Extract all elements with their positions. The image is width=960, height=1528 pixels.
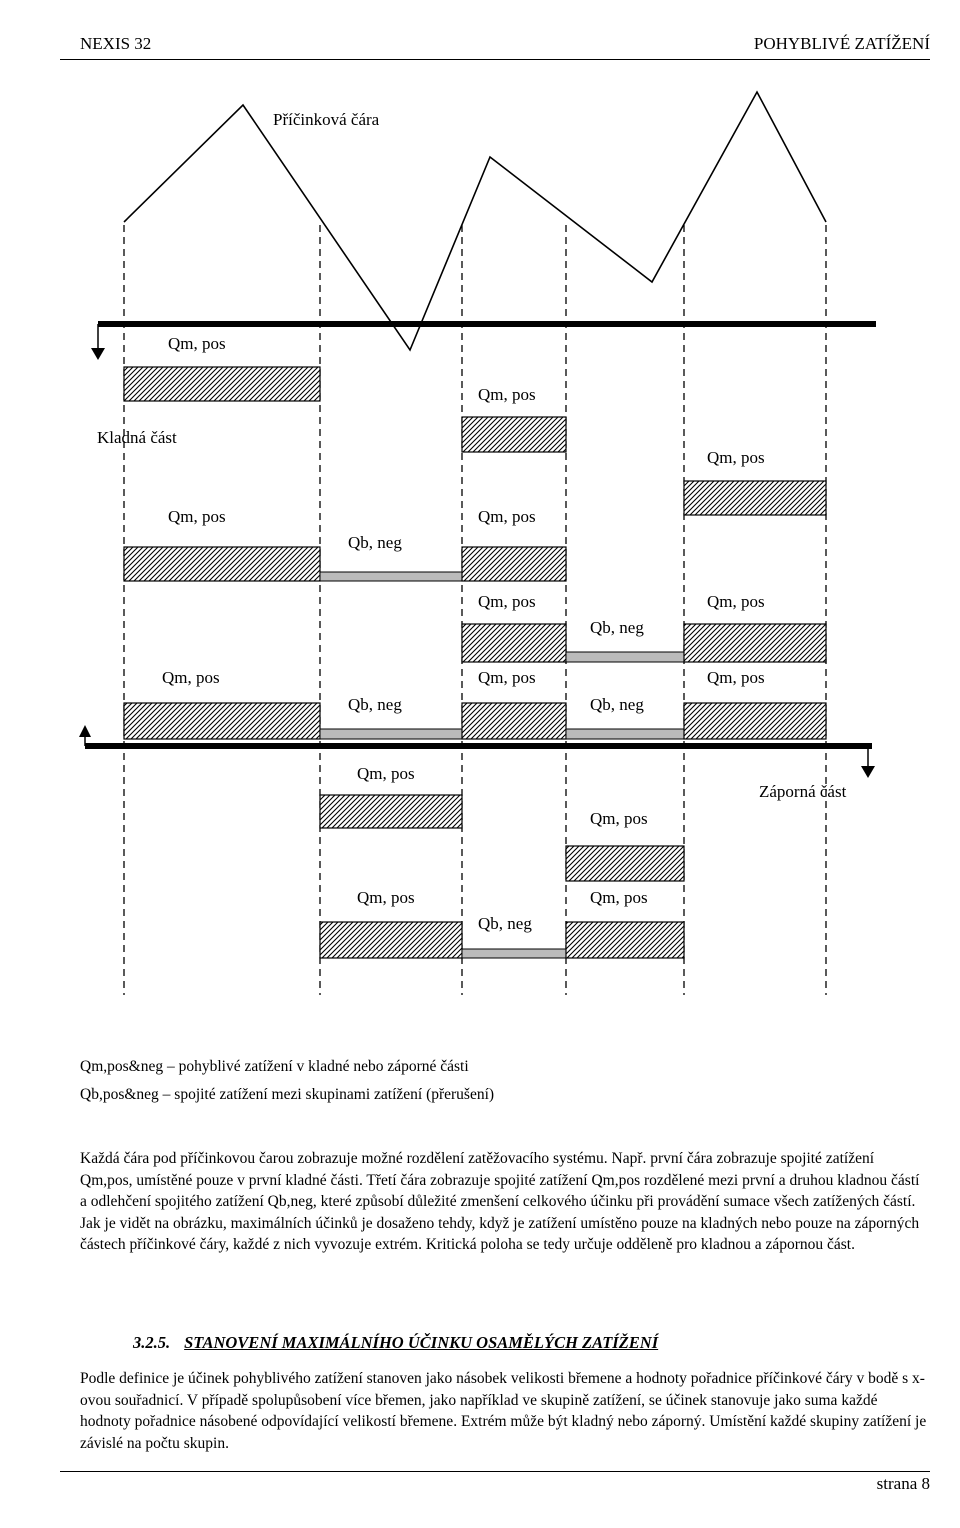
legend-line-1: Qm,pos&neg – pohyblivé zatížení v kladné nebo záporné části xyxy=(80,1058,469,1075)
load-block-qb xyxy=(462,949,566,958)
qb-label: Qb, neg xyxy=(590,618,644,637)
load-block-qm xyxy=(684,703,826,739)
section-heading xyxy=(133,1333,658,1353)
header-right: POHYBLIVÉ ZATÍŽENÍ xyxy=(753,34,930,53)
qm-label: Qm, pos xyxy=(478,668,536,687)
qm-label: Qm, pos xyxy=(357,888,415,907)
load-block-qm xyxy=(124,367,320,401)
qm-label: Qm, pos xyxy=(357,764,415,783)
qm-label: Qm, pos xyxy=(590,809,648,828)
load-block-qb xyxy=(566,729,684,739)
load-block-qm xyxy=(124,703,320,739)
legend-line-2: Qb,pos&neg – spojité zatížení mezi skupinami zatížení (přerušení) xyxy=(80,1086,495,1103)
qm-label: Qm, pos xyxy=(590,888,648,907)
body-paragraph-2: Podle definice je účinek pohyblivého zatížení stanoven jako násobek velikosti břemene a hodnoty pořadnice příčinkové čáry v bodě s x-ovou souřadnicí. V případě spolupůsobení více břemen, jako například ve skupině zatížení, se účinek stanovuje jako suma každé hodnoty pořadnice násobené odpovídající velikostí břemene. Extrém může být kladný nebo záporný. Umístění každé skupiny zatížení je závislé na počtu skupin. xyxy=(80,1370,927,1452)
qm-label: Qm, pos xyxy=(162,668,220,687)
qm-label: Qm, pos xyxy=(478,592,536,611)
load-block-qb xyxy=(566,652,684,662)
load-block-qm xyxy=(124,547,320,581)
load-block-qm xyxy=(462,624,566,662)
load-block-qm xyxy=(684,624,826,662)
qb-label: Qb, neg xyxy=(478,914,532,933)
load-block-qb xyxy=(320,729,462,739)
arrow-down-icon xyxy=(861,766,875,778)
load-block-qm xyxy=(462,547,566,581)
body-paragraph-1: Každá čára pod příčinkovou čarou zobrazuje možné rozdělení zatěžovacího systému. Např. první čára zobrazuje spojité zatížení Qm,pos, umístěné pouze v první kladné části. Třetí čára zobrazuje spojité zatížení Qm,pos rozdělené mezi první a druhou kladnou částí a odlehčení spojitého zatížení Qb,neg, které způsobí důležité zmenšení celkového účinku při provádění sumace všech zatížených částí. Jak je vidět na obrázku, maximálních účinků je dosaženo tehdy, když je zatížení umístěno pouze na kladných nebo pouze na záporných částech příčinkové čáry, každé z nich vyvozuje extrém. Kritická poloha se tedy určuje odděleně pro kladnou a zápornou část. xyxy=(80,1150,920,1253)
qm-label: Qm, pos xyxy=(478,507,536,526)
diagram-title: Příčinková čára xyxy=(273,110,380,129)
qm-label: Qm, pos xyxy=(707,448,765,467)
page-number: strana 8 xyxy=(876,1474,930,1493)
arrow-up-icon xyxy=(79,725,91,737)
load-block-qm xyxy=(462,417,566,452)
qm-label: Qm, pos xyxy=(168,507,226,526)
qb-label: Qb, neg xyxy=(348,695,402,714)
section-title: STANOVENÍ MAXIMÁLNÍHO ÚČINKU OSAMĚLÝCH ZATÍŽENÍ xyxy=(184,1333,659,1352)
influence-line xyxy=(124,92,826,350)
qb-label: Qb, neg xyxy=(348,533,402,552)
qm-label: Qm, pos xyxy=(168,334,226,353)
load-block-qm xyxy=(566,922,684,958)
positive-part-label: Kladná část xyxy=(97,428,177,447)
qm-label: Qm, pos xyxy=(707,592,765,611)
load-block-qm xyxy=(320,922,462,958)
qm-label: Qm, pos xyxy=(707,668,765,687)
qm-label: Qm, pos xyxy=(478,385,536,404)
footer-rule xyxy=(60,1471,930,1472)
load-block-qb xyxy=(320,572,462,581)
load-block-qm xyxy=(462,703,566,739)
load-block-qm xyxy=(566,846,684,881)
qb-label: Qb, neg xyxy=(590,695,644,714)
arrow-down-icon xyxy=(91,348,105,360)
section-number: 3.2.5. xyxy=(133,1333,171,1352)
load-block-qm xyxy=(684,481,826,515)
header-left: NEXIS 32 xyxy=(80,34,152,53)
load-block-qm xyxy=(320,795,462,828)
negative-part-label: Záporná část xyxy=(759,782,847,801)
